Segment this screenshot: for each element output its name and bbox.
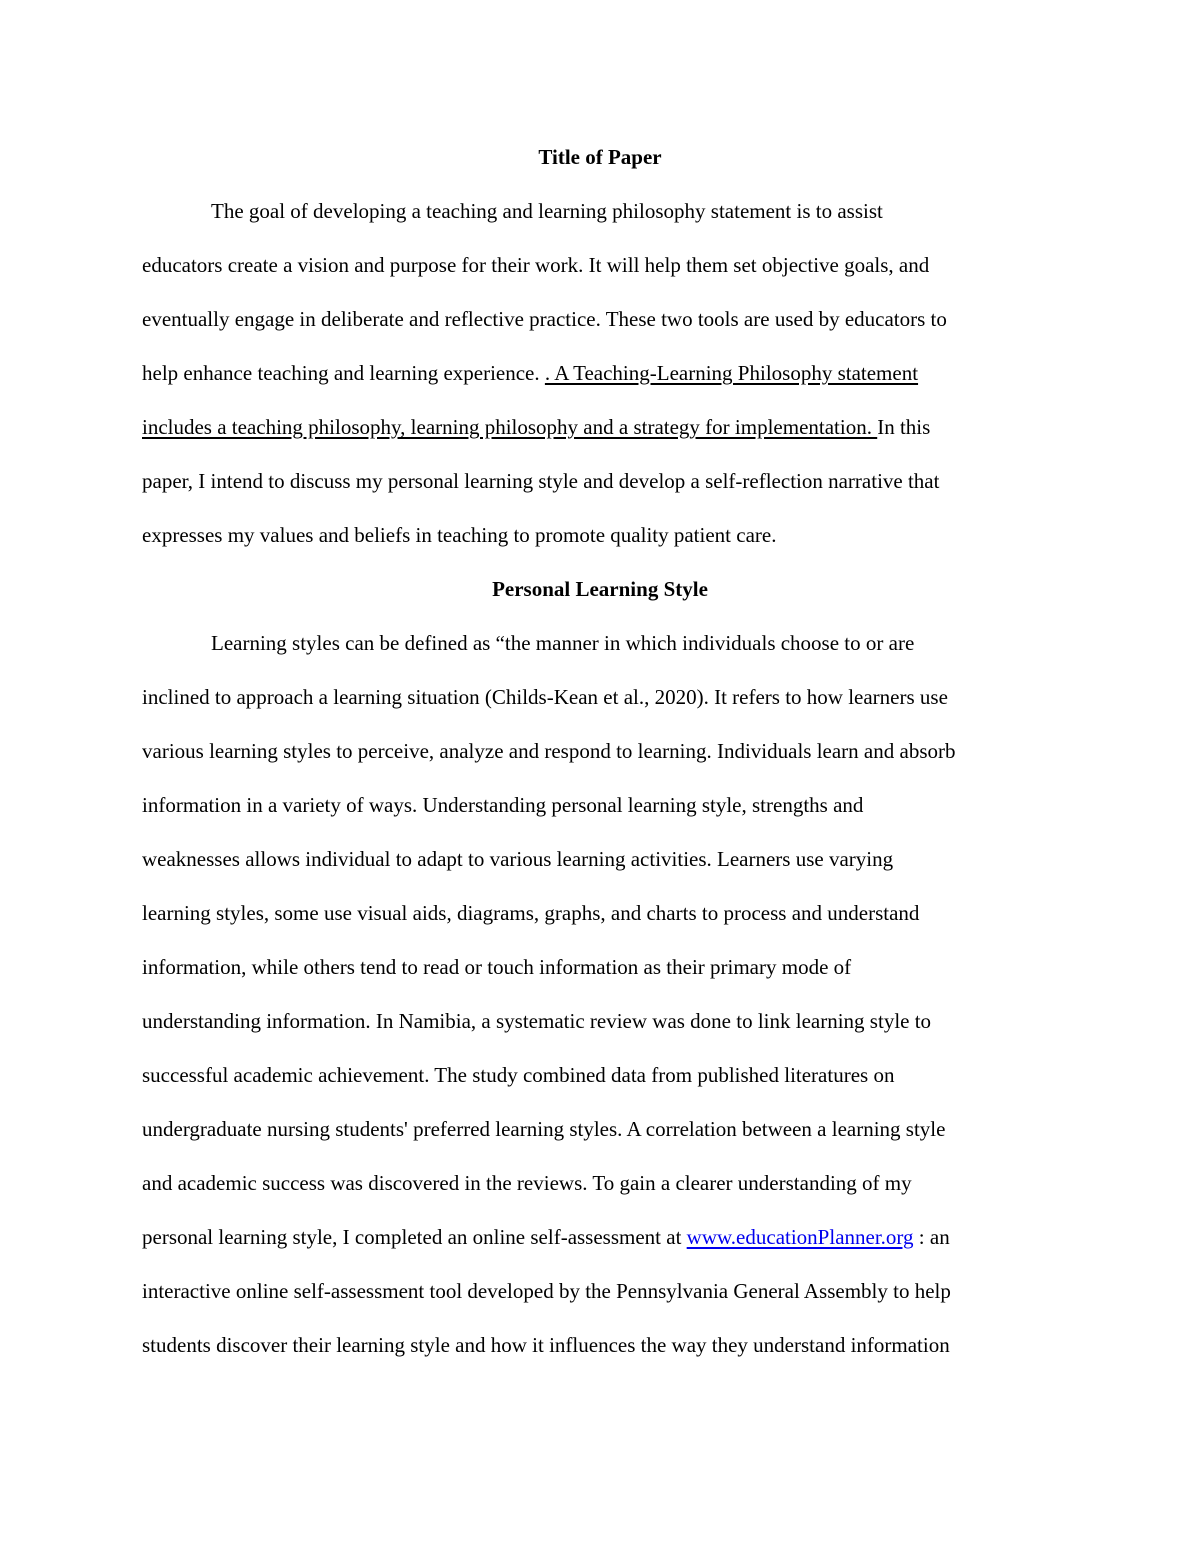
paragraph-line: information, while others tend to read or touch information as their primary mode of [142, 955, 852, 979]
paragraph-line: eventually engage in deliberate and reflective practice. These two tools are used by educators to [142, 307, 947, 331]
paragraph-line [142, 412, 930, 442]
paragraph-line: educators create a vision and purpose for their work. It will help them set objective goals, and [142, 253, 930, 277]
plain-text: personal learning style, I completed an online self-assessment at [142, 1225, 687, 1249]
paragraph-line: Learning styles can be defined as “the manner in which individuals choose to or are [211, 631, 915, 655]
paragraph-line: successful academic achievement. The study combined data from published literatures on [142, 1063, 895, 1087]
plain-text: In this [877, 415, 931, 439]
paragraph-line: paper, I intend to discuss my personal learning style and develop a self-reflection narrative that [142, 469, 940, 493]
underlined-text: . A Teaching-Learning Philosophy statement [544, 361, 919, 385]
paragraph-line: learning styles, some use visual aids, diagrams, graphs, and charts to process and understand [142, 901, 920, 925]
paragraph-line: students discover their learning style and how it influences the way they understand information [142, 1333, 950, 1357]
plain-text: help enhance teaching and learning experience. [142, 361, 545, 385]
paragraph-line: undergraduate nursing students' preferred learning styles. A correlation between a learning style [142, 1117, 946, 1141]
paragraph-line: expresses my values and beliefs in teaching to promote quality patient care. [142, 523, 777, 547]
paragraph-line: various learning styles to perceive, analyze and respond to learning. Individuals learn and absorb [142, 739, 956, 763]
paragraph-line [142, 358, 918, 388]
paper-title: Title of Paper [538, 145, 662, 169]
paragraph-line: understanding information. In Namibia, a systematic review was done to link learning style to [142, 1009, 932, 1033]
underlined-text: includes a teaching philosophy, learning philosophy and a strategy for implementation. [142, 415, 878, 439]
education-planner-link[interactable]: www.educationPlanner.org [686, 1225, 914, 1249]
paragraph-line: information in a variety of ways. Understanding personal learning style, strengths and [142, 793, 864, 817]
paragraph-line: interactive online self-assessment tool developed by the Pennsylvania General Assembly to help [142, 1279, 951, 1303]
paragraph-line: and academic success was discovered in the reviews. To gain a clearer understanding of my [142, 1171, 912, 1195]
plain-text: : an [913, 1225, 950, 1249]
paragraph-line: weaknesses allows individual to adapt to various learning activities. Learners use varying [142, 847, 894, 871]
paragraph-line: inclined to approach a learning situation (Childs-Kean et al., 2020). It refers to how learners use [142, 685, 948, 709]
paragraph-line: The goal of developing a teaching and learning philosophy statement is to assist [211, 199, 883, 223]
section-heading: Personal Learning Style [492, 577, 708, 601]
paragraph-line [142, 1222, 950, 1252]
